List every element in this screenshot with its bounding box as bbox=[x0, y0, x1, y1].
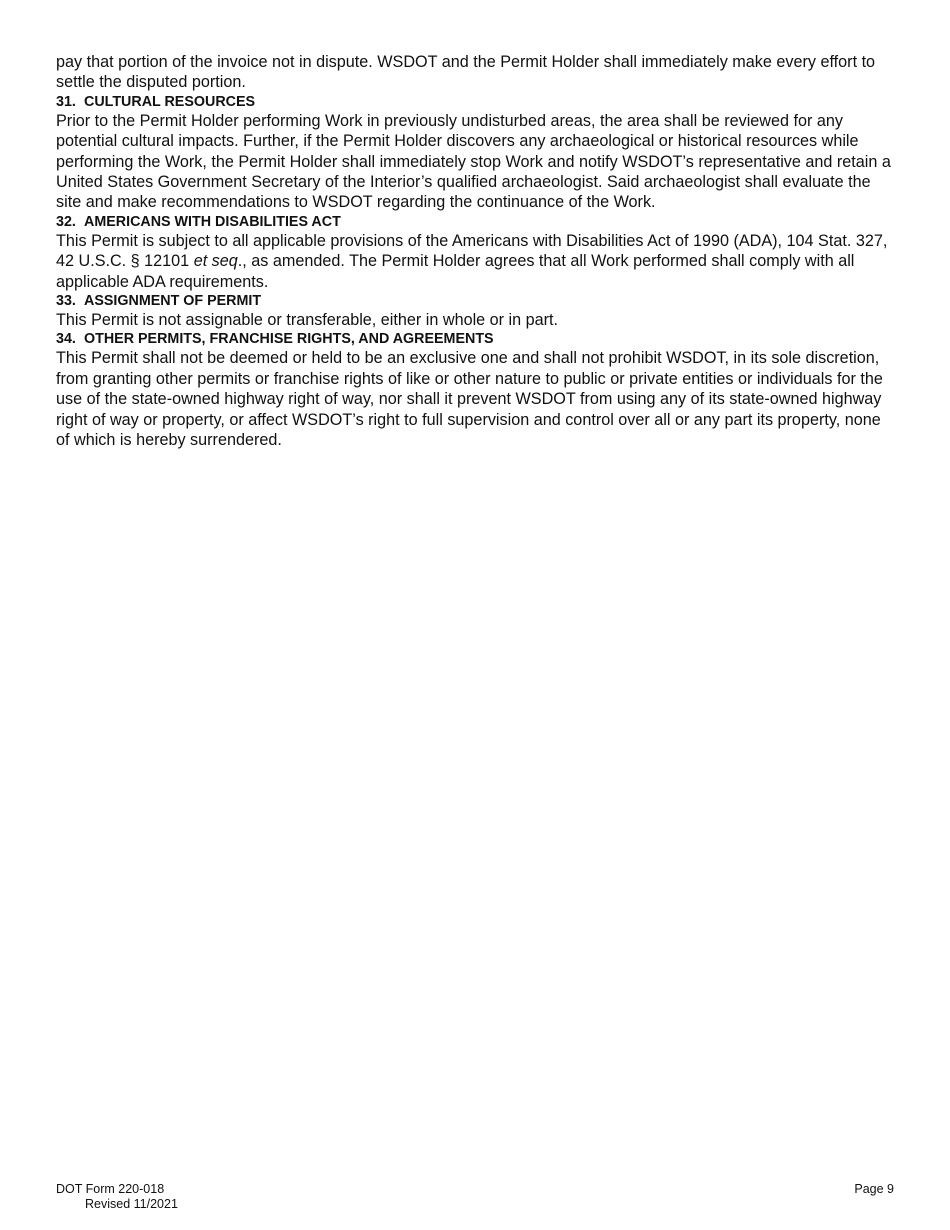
section-number: 32. bbox=[56, 213, 76, 230]
section-paragraph: This Permit is not assignable or transferable, either in whole or in part. bbox=[56, 311, 559, 330]
section-32 bbox=[56, 213, 896, 292]
footer-form-info bbox=[56, 1182, 178, 1212]
section-33 bbox=[56, 292, 896, 330]
paragraph-text-start: This Permit is subject to all applicable provisions of the Americans with Disabilities Act of 1990 (ADA), 104 Stat. 327, 42 U.S.C. § 12101 bbox=[56, 231, 888, 271]
section-title: OTHER PERMITS, FRANCHISE RIGHTS, AND AGREEMENTS bbox=[84, 331, 494, 348]
document-page bbox=[56, 52, 896, 451]
section-31 bbox=[56, 93, 896, 213]
section-paragraph: Prior to the Permit Holder performing Work in previously undisturbed areas, the area shall be reviewed for any potential cultural impacts. Further, if the Permit Holder discovers any archaeological or historical resources while performing the Work, the Permit Holder shall immediately stop Work and notify WSDOT’s representative and retain a United States Government Secretary of the Interior’s qualified archaeologist. Said archaeologist shall evaluate the site and make recommendations to WSDOT regarding the continuance of the Work. bbox=[56, 111, 891, 212]
footer-page-number: Page 9 bbox=[854, 1182, 894, 1196]
section-paragraph: This Permit shall not be deemed or held to be an exclusive one and shall not prohibit WSDOT, in its sole discretion, from granting other permits or franchise rights of like or other nature to public or private entities or individuals for the use of the state-owned highway right of way, nor shall it prevent WSDOT from using any of its state-owned highway right of way or property, or affect WSDOT’s right to full supervision and control over all or any part its property, none of which is hereby surrendered. bbox=[56, 349, 883, 450]
paragraph-text-end: ., as amended. The Permit Holder agrees that all Work performed shall comply with all applicable ADA requirements. bbox=[56, 252, 855, 291]
section-heading bbox=[56, 213, 896, 231]
section-number: 34. bbox=[56, 331, 76, 348]
footer-form-number: DOT Form 220-018 bbox=[56, 1182, 165, 1196]
section-title: ASSIGNMENT OF PERMIT bbox=[84, 293, 262, 310]
intro-paragraph: pay that portion of the invoice not in dispute. WSDOT and the Permit Holder shall immediately make every effort to settle the disputed portion. bbox=[56, 53, 876, 92]
section-heading bbox=[56, 93, 896, 111]
footer-revised-date: Revised 11/2021 bbox=[85, 1197, 178, 1211]
section-number: 33. bbox=[56, 293, 76, 310]
section-number: 31. bbox=[56, 93, 76, 110]
paragraph-italic-text: et seq bbox=[193, 252, 238, 271]
section-title: CULTURAL RESOURCES bbox=[84, 93, 256, 110]
section-paragraph bbox=[56, 231, 896, 292]
section-title: AMERICANS WITH DISABILITIES ACT bbox=[84, 213, 341, 230]
section-34 bbox=[56, 330, 896, 450]
section-heading bbox=[56, 330, 896, 348]
section-heading bbox=[56, 292, 896, 310]
